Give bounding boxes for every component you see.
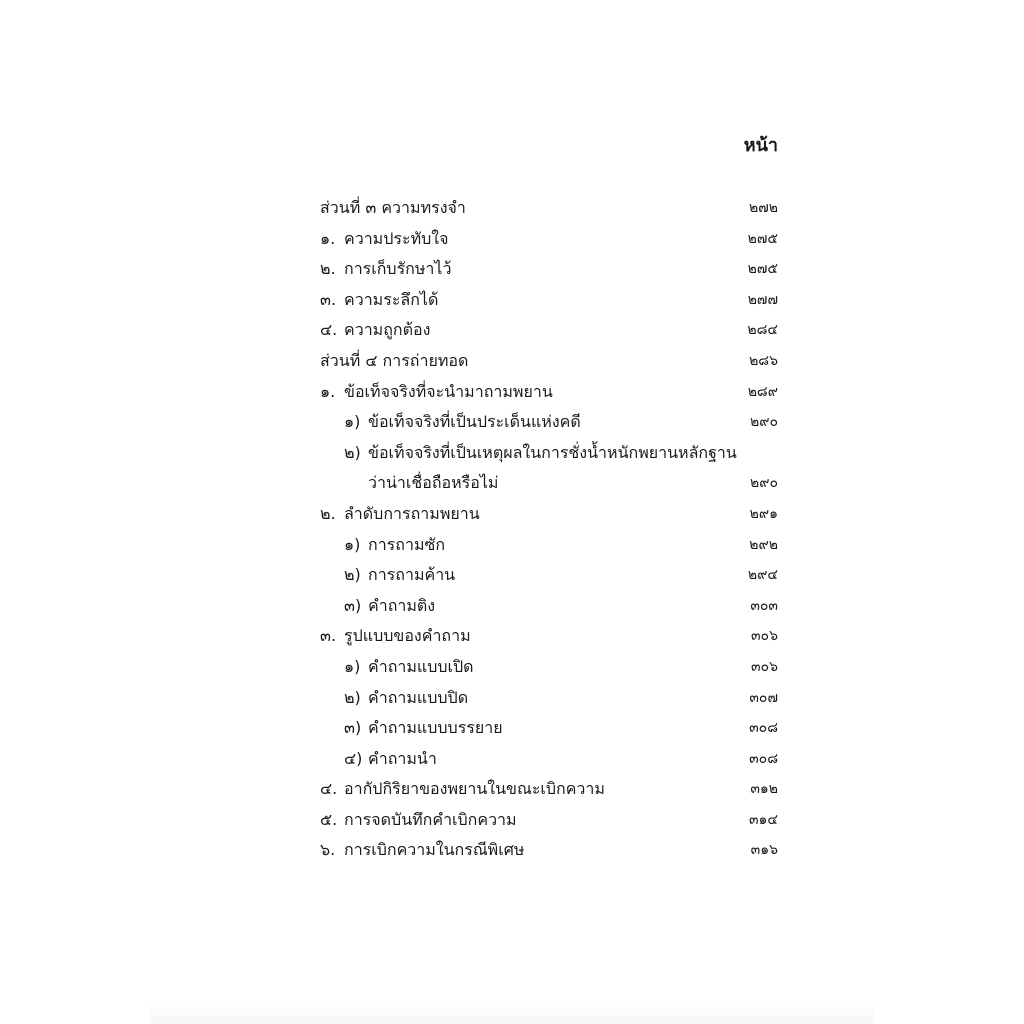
toc-entry [320,713,778,744]
toc-entry-page-number: ๓๐๘ [749,750,778,767]
toc-entry-number: ๔. [320,320,338,340]
toc-entry-title: ส่วนที่ ๓ ความทรงจำ [320,198,466,217]
toc-entry [320,438,778,469]
toc-entry-title: อากัปกิริยาของพยานในขณะเบิกความ [344,779,605,799]
toc-entry-number: ๑. [320,381,336,401]
toc-entry-page-number: ๓๑๖ [750,842,778,859]
toc-entry [320,530,778,561]
toc-entry-title: ความถูกต้อง [344,320,431,340]
toc-entry-page-number: ๒๗๗ [747,291,778,308]
toc-entry-page-number: ๓๐๓ [750,597,778,614]
toc-entry-number: ๔) [344,748,363,768]
toc-entry-page-number: ๓๐๘ [749,720,778,737]
toc-entry [320,805,778,836]
toc-entry [320,774,778,805]
toc-entry-number: ๑) [344,534,361,554]
toc-entry [320,591,778,622]
table-of-contents [320,193,778,866]
toc-entry-page-number: ๒๘๔ [747,322,778,339]
toc-entry-number: ๑. [320,228,336,248]
toc-entry-number: ๒. [320,259,336,279]
toc-entry-number: ๖. [320,840,336,860]
toc-entry-title: ความระลึกได้ [344,289,439,309]
toc-entry [320,468,778,499]
toc-entry-page-number: ๓๑๒ [750,781,778,798]
toc-entry-title: ข้อเท็จจริงที่เป็นประเด็นแห่งคดี [368,412,581,432]
toc-entry [320,621,778,652]
toc-entry-title: การเบิกความในกรณีพิเศษ [344,840,525,860]
toc-entry-title: การถามค้าน [368,565,456,585]
toc-entry [320,652,778,683]
toc-entry [320,560,778,591]
toc-entry-number: ๒) [344,442,361,462]
toc-entry-title: ลำดับการถามพยาน [344,503,480,523]
toc-entry-title: การเก็บรักษาไว้ [344,259,452,279]
toc-entry-title: การถามซัก [368,534,446,554]
toc-entry [320,744,778,775]
toc-entry-page-number: ๒๘๙ [747,383,778,400]
toc-entry-number: ๓. [320,626,337,646]
toc-entry-number: ๑) [344,656,361,676]
toc-entry-page-number: ๓๐๗ [749,689,778,706]
toc-entry-title: ข้อเท็จจริงที่เป็นเหตุผลในการชั่งน้ำหนักพยานหลักฐาน [368,442,737,462]
toc-entry-title: คำถามนำ [368,748,437,768]
page-bottom-shadow [150,1002,874,1024]
toc-entry-page-number: ๒๙๐ [749,414,778,431]
toc-entry [320,346,778,377]
toc-entry [320,499,778,530]
toc-entry [320,315,778,346]
toc-entry [320,193,778,224]
toc-entry-number: ๒) [344,565,361,585]
toc-entry-number: ๔. [320,779,338,799]
toc-entry-title: ส่วนที่ ๔ การถ่ายทอด [320,350,469,370]
toc-entry-title: คำถามแบบบรรยาย [368,718,503,738]
toc-entry-page-number: ๒๗๕ [747,261,778,278]
toc-entry-page-number: ๒๗๒ [749,200,778,216]
toc-entry [320,407,778,438]
toc-entry-page-number: ๒๙๒ [749,536,778,553]
toc-entry-title: การจดบันทึกคำเบิกความ [344,809,517,829]
toc-entry [320,683,778,714]
toc-entry-page-number: ๓๑๔ [748,811,778,828]
toc-entry-page-number: ๓๐๖ [750,658,778,675]
toc-entry-title: ว่าน่าเชื่อถือหรือไม่ [368,473,499,493]
toc-entry-number: ๑) [344,412,361,432]
toc-entry-number: ๒. [320,503,336,523]
toc-entry-number: ๓) [344,718,362,738]
toc-entry-title: คำถามแบบเปิด [368,656,474,676]
toc-entry-page-number: ๒๙๑ [749,505,778,522]
toc-entry-page-number: ๒๙๐ [749,475,778,492]
toc-entry-title: ข้อเท็จจริงที่จะนำมาถามพยาน [344,381,553,401]
page-column-header: หน้า [743,135,778,156]
toc-entry-page-number: ๒๘๖ [749,352,778,369]
toc-entry-number: ๕. [320,809,338,829]
toc-entry [320,224,778,255]
toc-entry-number: ๒) [344,687,361,707]
toc-entry-page-number: ๓๐๖ [750,628,778,645]
toc-entry-number: ๓) [344,595,362,615]
toc-entry [320,254,778,285]
toc-entry [320,377,778,408]
toc-entry-title: รูปแบบของคำถาม [344,626,471,646]
toc-entry-number: ๓. [320,289,337,309]
toc-entry [320,835,778,866]
toc-entry-title: คำถามแบบปิด [368,687,469,707]
toc-entry-title: คำถามติง [368,595,436,615]
toc-entry [320,285,778,316]
toc-entry-title: ความประทับใจ [344,228,449,248]
toc-entry-page-number: ๒๙๔ [747,567,778,584]
toc-entry-page-number: ๒๗๕ [747,230,778,247]
